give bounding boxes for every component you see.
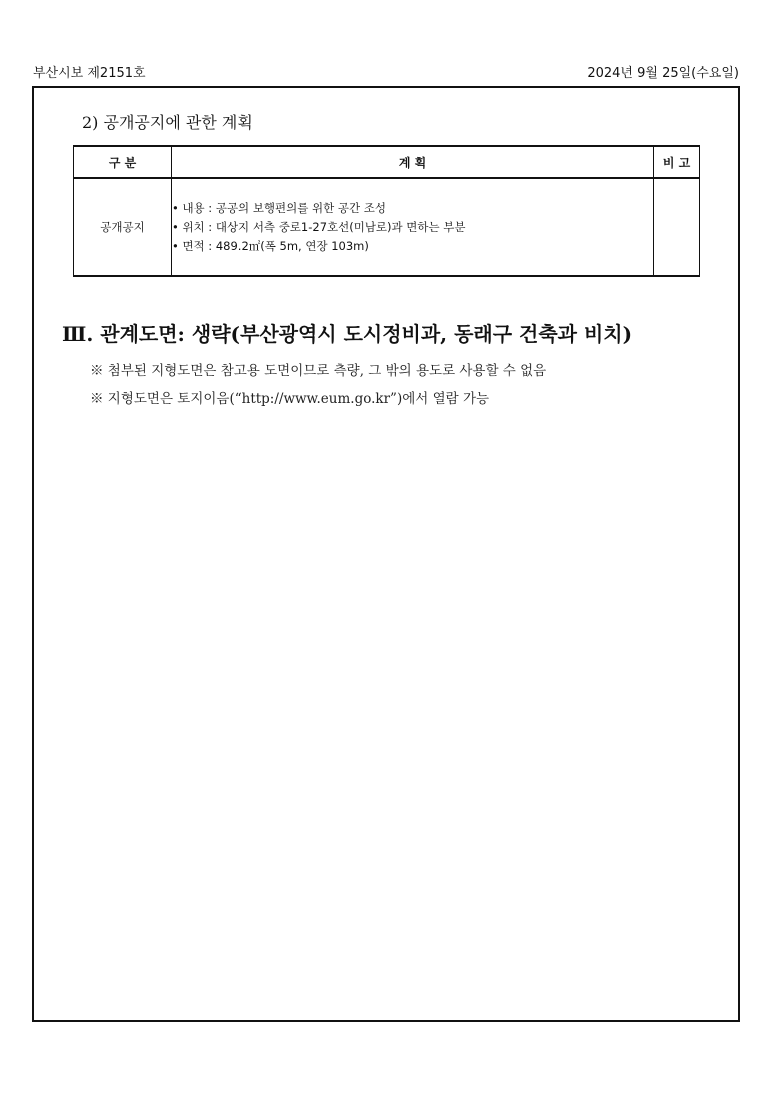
header-remarks: 비 고	[654, 146, 700, 178]
row-category: 공개공지	[74, 178, 172, 276]
header-category: 구 분	[74, 146, 172, 178]
row-remarks	[654, 178, 700, 276]
section3-title: Ⅲ. 관계도면: 생략(부산광역시 도시정비과, 동래구 건축과 비치)	[62, 322, 633, 346]
plan-item-location: • 위치 : 대상지 서측 중로1-27호선(미남로)과 면하는 부분	[172, 219, 466, 234]
section2-title: 2) 공개공지에 관한 계획	[82, 113, 253, 132]
header-plan: 계 획	[172, 146, 654, 178]
public-space-plan-table	[73, 145, 700, 277]
note-eum-link: ※ 지형도면은 토지이음(“http://www.eum.go.kr”)에서 열람 가능	[90, 391, 490, 407]
plan-item-content: • 내용 : 공공의 보행편의를 위한 공간 조성	[172, 200, 386, 215]
publication-date: 2024년 9월 25일(수요일)	[587, 66, 739, 81]
note-survey-restriction: ※ 첨부된 지형도면은 참고용 도면이므로 측량, 그 밖의 용도로 사용할 수 없음	[90, 363, 547, 379]
table-row	[74, 178, 700, 276]
row-plan-content	[172, 178, 654, 276]
plan-item-area: • 면적 : 489.2㎡(폭 5m, 연장 103m)	[172, 238, 369, 253]
publication-issue: 부산시보 제2151호	[33, 66, 146, 81]
table-header-row	[74, 146, 700, 178]
